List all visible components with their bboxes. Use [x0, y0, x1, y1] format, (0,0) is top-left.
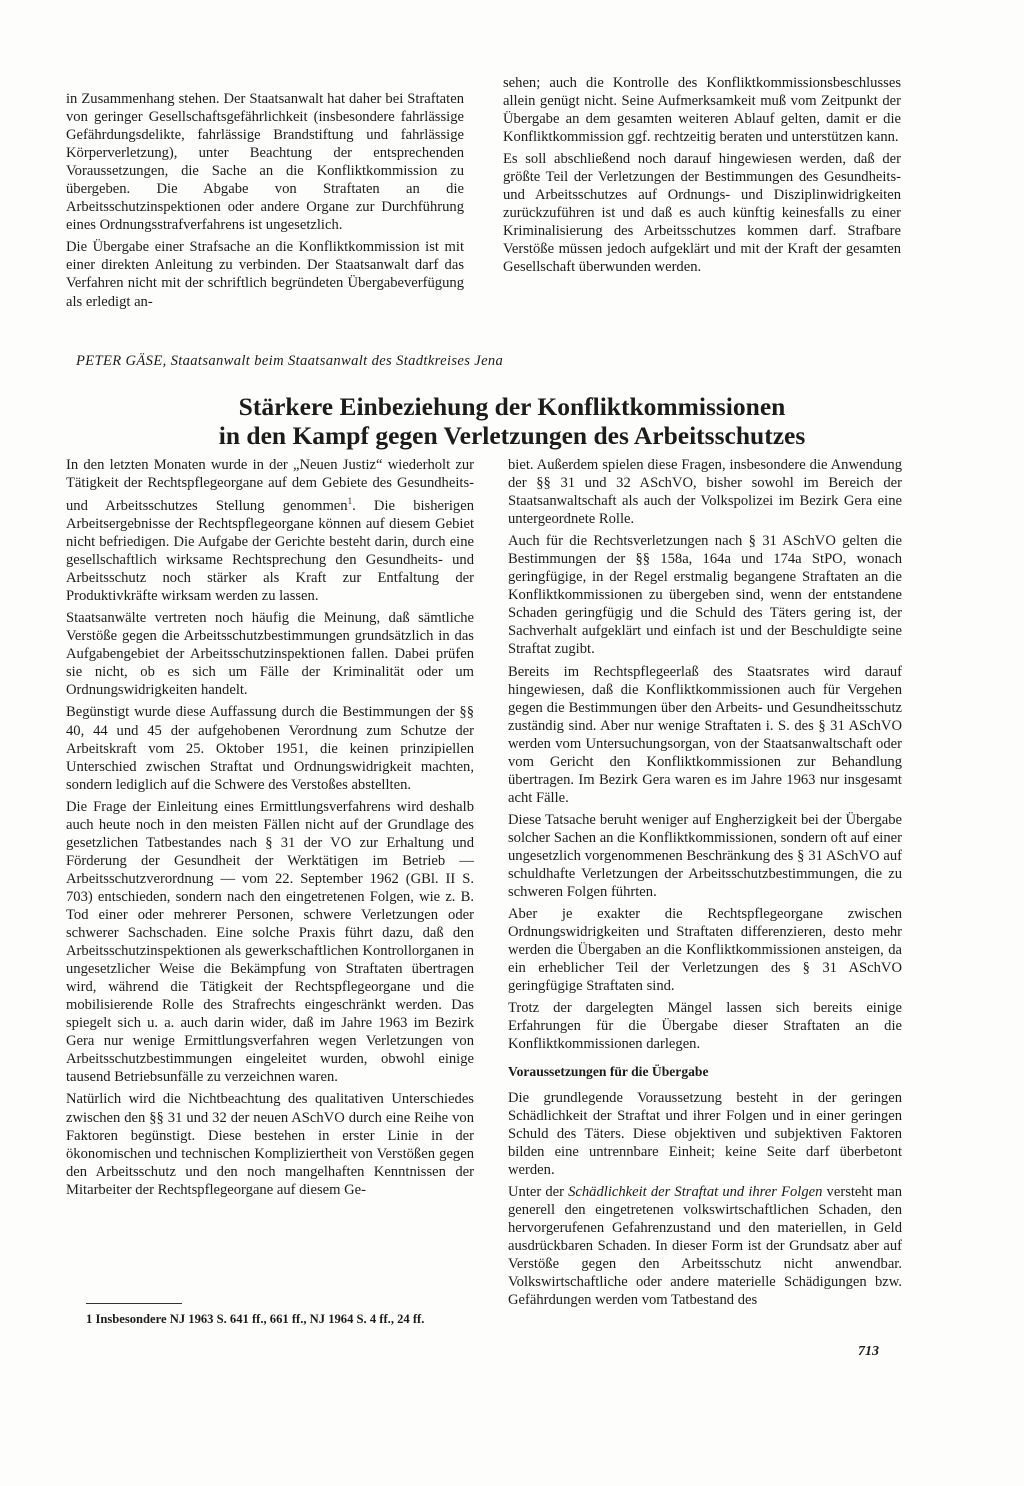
paragraph: Staatsanwälte vertreten noch häufig die Meinung, daß sämtliche Verstöße gegen die Arbeitsschutzbestimmungen grundsätzlich in das Aufgabengebiet der Arbeitsschutzinspektionen fallen. Dabei prüfen sie nicht, ob es sich um Fälle der Kriminalität oder um Ordnungswidrigkeiten handelt.: [66, 610, 474, 699]
top-left-column: [66, 90, 464, 315]
paragraph: Begünstigt wurde diese Auffassung durch die Bestimmungen der §§ 40, 44 und 45 der aufgehobenen Verordnung zum Schutze der Arbeitskraft vom 25. Oktober 1951, die keinen prinzipiellen Unterschied zwischen Straftat und Ordnungswidrigkeit machten, sondern lediglich auf die Schwere des Verstoßes abstellten.: [66, 704, 474, 793]
paragraph: Diese Tatsache beruht weniger auf Engherzigkeit bei der Übergabe solcher Sachen an die Konfliktkommissionen, sondern oft auf einer ungesetzlich vorgenommenen Beschränkung des § 31 ASchVO auf schuldhafte Verletzungen der Arbeitsschutzbestimmungen, die zu schweren Folgen führten.: [508, 811, 902, 901]
text-run: versteht man generell den eingetretenen volkswirtschaftlichen Schaden, den hervorgerufenen Gefahrenzustand und den materiellen, in Geld ausdrückbaren Schaden. In dieser Form ist der Grundsatz aber auf Verstöße gegen den Arbeitsschutz nicht anwendbar. Volkswirtschaftliche oder andere materielle Schädigungen bzw. Gefährdungen werden vom Tatbestand des: [508, 1183, 902, 1309]
section-heading: Voraussetzungen für die Übergabe: [508, 1063, 709, 1079]
author-byline: PETER GÄSE, Staatsanwalt beim Staatsanwalt des Stadtkreises Jena: [76, 353, 504, 369]
main-left-column: [66, 456, 474, 1203]
paragraph: Trotz der dargelegten Mängel lassen sich bereits einige Erfahrungen für die Übergabe dieser Straftaten an die Konfliktkommissionen darlegen.: [508, 1000, 902, 1053]
paragraph: Aber je exakter die Rechtspflegeorgane zwischen Ordnungswidrigkeiten und Straftaten differenzieren, desto mehr werden die Übergaben an die Konfliktkommissionen ansteigen, da ein erheblicher Teil der Verletzungen des § 31 ASchVO geringfügige Straftaten sind.: [508, 906, 902, 995]
paragraph: Die grundlegende Voraussetzung besteht in der geringen Schädlichkeit der Straftat und ihrer Folgen und in einer geringen Schuld des Täters. Diese objektiven und subjektiven Faktoren bilden eine untrennbare Einheit; keine Seite darf überbetont werden.: [508, 1089, 902, 1178]
page-number: 713: [858, 1344, 879, 1359]
footnote: 1 Insbesondere NJ 1963 S. 641 ff., 661 ff., NJ 1964 S. 4 ff., 24 ff.: [86, 1312, 425, 1326]
top-right-column: [503, 74, 901, 281]
article-title-line: in den Kampf gegen Verletzungen des Arbeitsschutzes: [218, 421, 806, 450]
article-title-line: Stärkere Einbeziehung der Konfliktkommissionen: [238, 392, 786, 421]
paragraph: biet. Außerdem spielen diese Fragen, insbesondere die Anwendung der §§ 31 und 32 ASchVO, bisher sowohl im Bereich der Staatsanwaltschaft als auch der Volkspolizei im Bezirk Gera eine untergeordnete Rolle.: [508, 457, 902, 528]
paragraph: Es soll abschließend noch darauf hingewiesen werden, daß der größte Teil der Verletzungen der Bestimmungen des Gesundheits- und Arbeitsschutzes auf Ordnungs- und Disziplinwidrigkeiten zurückzuführen ist und daß es auch künftig keinesfalls zu einer Kriminalisierung des Arbeitsschutzes kommen darf. Strafbare Verstöße müssen jedoch aufgeklärt und mit der Kraft der gesamten Gesellschaft überwunden werden.: [503, 151, 901, 276]
paragraph: Die Übergabe einer Strafsache an die Konfliktkommission ist mit einer direkten Anleitung zu verbinden. Der Staatsanwalt darf das Verfahren nicht mit der schriftlich begründeten Übergabeverfügung als erledigt an-: [66, 239, 464, 310]
paragraph: [508, 1183, 902, 1309]
text-run: In den letzten Monaten wurde in der „Neuen Justiz“ wiederholt zur Tätigkeit der Rechtspflegeorgane auf dem Gebiete des Gesundheits- und Arbeitsschutzes Stellung genommen: [66, 457, 474, 514]
paragraph: Die Frage der Einleitung eines Ermittlungsverfahrens wird deshalb auch heute noch in den meisten Fällen nicht auf der Grundlage des gesetzlichen Tatbestandes nach § 31 der VO zur Erhaltung und Förderung der Gesundheit der Werktätigen im Betrieb — Arbeitsschutzverordnung — vom 22. September 1962 (GBl. II S. 703) entschieden, sondern nach den eingetretenen Folgen, wie z. B. Tod einer oder mehrerer Personen, schwere Verletzungen oder schwerer Sachschaden. Eine solche Praxis führt dazu, daß den Arbeitsschutzinspektionen als gewerkschaftlichen Kontrollorganen in ungesetzlicher Weise die Bekämpfung von Straftaten übertragen wird, während die Tätigkeit der Rechtspflegeorgane und die mobilisierende Rolle des Strafrechts eingeschränkt werden. Das spiegelt sich u. a. auch darin wider, daß im Jahre 1963 im Bezirk Gera nur wenige Ermittlungsverfahren wegen Verletzungen von Arbeitsschutzbestimmungen eingeleitet wurden, obwohl einige tausend Betriebsunfälle zu verzeichnen waren.: [66, 798, 474, 1086]
main-right-column: [508, 456, 902, 1313]
paragraph: Natürlich wird die Nichtbeachtung des qualitativen Unterschiedes zwischen den §§ 31 und 32 der neuen ASchVO durch eine Reihe von Faktoren begünstigt. Diese bestehen in erster Linie in der ökonomischen und technischen Kompliziertheit von Verstößen gegen den Arbeitsschutz und den noch mangelhaften Kenntnissen der Mitarbeiter der Rechtspflegeorgane auf diesem Ge-: [66, 1091, 474, 1198]
paragraph: Bereits im Rechtspflegeerlaß des Staatsrates wird darauf hingewiesen, daß die Konfliktkommissionen auch für Vergehen gegen die Bestimmungen über den Arbeits- und Gesundheitsschutz zuständig sind. Aber nur wenige Straftaten i. S. des § 31 ASchVO werden vom Untersuchungsorgan, von der Staatsanwaltschaft oder vom Gericht den Konfliktkommissionen zur Behandlung übertragen. Im Bezirk Gera waren es im Jahre 1963 nur insgesamt acht Fälle.: [508, 663, 902, 806]
paragraph: sehen; auch die Kontrolle des Konfliktkommissionsbeschlusses allein genügt nicht. Seine Aufmerksamkeit muß vom Zeitpunkt der Übergabe an dem gesamten weiteren Ablauf gelten, damit er die Konfliktkommission ggf. rechtzeitig beraten und unterstützen kann.: [503, 75, 901, 146]
paragraph: [66, 456, 474, 605]
text-run: . Die bisherigen Arbeitsergebnisse der Rechtspflegeorgane können auf diesem Gebiet nicht befriedigen. Die Aufgabe der Gerichte besteht darin, durch eine gesellschaftlich wirksame Rechtsprechung den Gesundheits- und Arbeitsschutz noch stärker als Kraft zur Entfaltung der Produktivkräfte wirksam werden zu lassen.: [66, 497, 474, 605]
footnote-divider: [86, 1303, 182, 1304]
article-title: [140, 392, 884, 450]
footnote-reference: 1: [347, 496, 353, 507]
emphasis: Schädlichkeit der Straftat und ihrer Folgen: [568, 1183, 823, 1200]
text-run: Unter der: [508, 1183, 569, 1200]
paragraph: Auch für die Rechtsverletzungen nach § 31 ASchVO gelten die Bestimmungen der §§ 158a, 164a und 174a StPO, wonach geringfügige, in der Regel erstmalig begangene Straftaten an die Konfliktkommissionen zu übergeben sind, wenn der entstandene Schaden geringfügig und die Schuld des Täters gering ist, der Sachverhalt aufgeklärt und einfach ist und der Beschuldigte seine Straftat zugibt.: [508, 533, 902, 658]
paragraph: in Zusammenhang stehen. Der Staatsanwalt hat daher bei Straftaten von geringer Gesellschaftsgefährlichkeit (insbesondere fahrlässige Gefährdungsdelikte, fahrlässige Brandstiftung und fahrlässige Körperverletzung), unter Beachtung der entsprechenden Voraussetzungen, die Sache an die Konfliktkommission zu übergeben. Die Abgabe von Straftaten an die Arbeitsschutzinspektionen oder andere Organe zur Durchführung eines Ordnungsstrafverfahrens ist ungesetzlich.: [66, 91, 464, 234]
